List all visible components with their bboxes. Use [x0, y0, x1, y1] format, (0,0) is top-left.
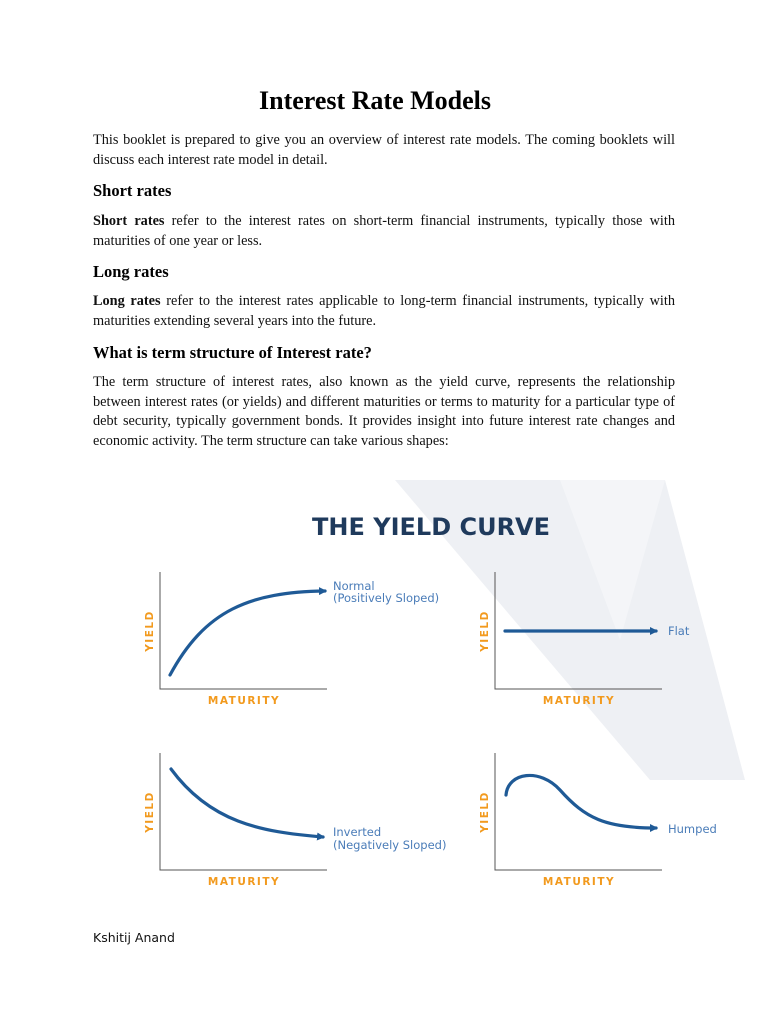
- humped-label: Humped: [668, 822, 717, 836]
- section-heading-term-structure: What is term structure of Interest rate?: [93, 343, 372, 362]
- figure-title: THE YIELD CURVE: [311, 513, 551, 541]
- panel-inverted-axes: [160, 753, 327, 870]
- normal-curve: [170, 591, 325, 675]
- panel-inverted-x-label: MATURITY: [207, 876, 281, 888]
- section-heading-short-rates: Short rates: [93, 181, 172, 200]
- panel-humped-x-label: MATURITY: [542, 876, 616, 888]
- short-rates-term: Short rates: [93, 213, 165, 229]
- panel-humped-y-label: YIELD: [479, 791, 491, 833]
- short-rates-body: refer to the interest rates on short-term financial instruments, typically those with maturities of one year or less.: [93, 213, 675, 249]
- flat-label: Flat: [668, 624, 690, 638]
- inverted-curve: [171, 769, 323, 837]
- long-rates-body: refer to the interest rates applicable to long-term financial instruments, typically with maturities extending several years into the future.: [93, 293, 675, 329]
- panel-normal: [144, 572, 439, 707]
- panel-normal-x-label: MATURITY: [207, 695, 281, 707]
- panel-inverted: [144, 753, 446, 888]
- panel-normal-y-label: YIELD: [144, 610, 156, 652]
- panel-flat-y-label: YIELD: [479, 610, 491, 652]
- panel-normal-axes: [160, 572, 327, 689]
- footer-author: Kshitij Anand: [93, 930, 175, 945]
- page-title: Interest Rate Models: [258, 86, 492, 115]
- panel-humped-axes: [495, 753, 662, 870]
- section-heading-long-rates: Long rates: [93, 262, 169, 281]
- panel-flat-x-label: MATURITY: [542, 695, 616, 707]
- term-structure-paragraph: The term structure of interest rates, also known as the yield curve, represents the relationship between interest rates (or yields) and different maturities or terms to maturity for a particular type of debt security, typically government bonds. It provides insight into future interest rate changes and economic activity. The term structure can take various shapes:: [93, 374, 675, 449]
- long-rates-term: Long rates: [93, 293, 161, 309]
- inverted-sublabel: (Negatively Sloped): [333, 838, 447, 852]
- inverted-label: Inverted: [333, 825, 382, 839]
- intro-paragraph: This booklet is prepared to give you an overview of interest rate models. The coming booklets will discuss each interest rate model in detail.: [93, 132, 675, 168]
- normal-sublabel: (Positively Sloped): [333, 591, 440, 605]
- humped-curve: [506, 775, 656, 828]
- normal-label: Normal: [333, 579, 375, 593]
- panel-inverted-y-label: YIELD: [144, 791, 156, 833]
